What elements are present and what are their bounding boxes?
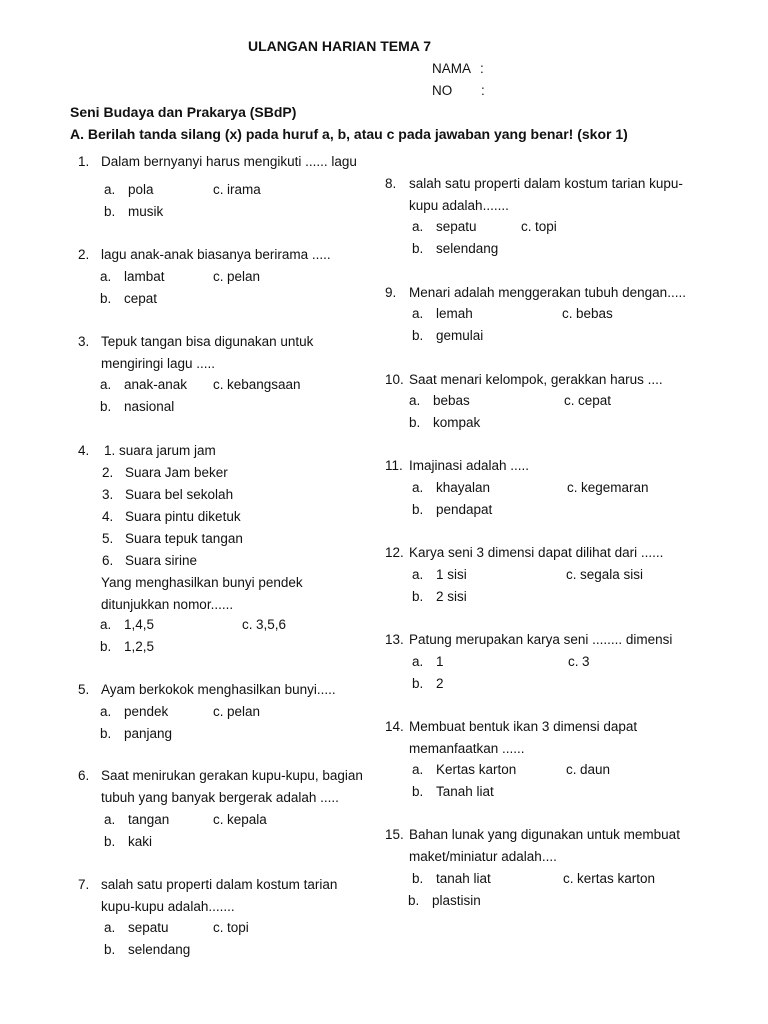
option-letter: a.	[104, 812, 116, 827]
subject-heading: Seni Budaya dan Prakarya (SBdP)	[70, 104, 297, 120]
option-text: topi	[535, 219, 557, 234]
question-number: 11.	[385, 458, 403, 473]
question-number: 5.	[78, 682, 90, 697]
page-title: ULANGAN HARIAN TEMA 7	[248, 38, 432, 54]
option-letter: c.	[213, 377, 224, 392]
option-text: musik	[128, 204, 164, 219]
option-text: panjang	[124, 726, 173, 741]
option-text: plastisin	[432, 893, 481, 908]
question-text: lagu anak-anak biasanya berirama .....	[101, 247, 331, 262]
option-letter: b.	[100, 291, 112, 306]
question-number: 3.	[78, 334, 90, 349]
option-letter: a.	[104, 182, 116, 197]
option-text: kepala	[227, 812, 267, 827]
option-text: kertas karton	[577, 871, 656, 886]
option-text: lemah	[436, 306, 473, 321]
question-number: 13.	[385, 632, 404, 647]
option-text: selendang	[128, 942, 191, 957]
option-letter: c.	[564, 393, 575, 408]
question-list-item-number: 6.	[102, 553, 114, 568]
option-text: bebas	[433, 393, 470, 408]
question-number: 4.	[78, 443, 90, 458]
option-text: topi	[227, 920, 249, 935]
option-letter: b.	[100, 639, 112, 654]
option-letter: b.	[412, 502, 424, 517]
option-text: cepat	[124, 291, 158, 306]
question-number: 14.	[385, 719, 404, 734]
question-text: Menari adalah menggerakan tubuh dengan.....	[409, 285, 686, 300]
option-text: nasional	[124, 399, 175, 414]
option-letter: a.	[412, 567, 424, 582]
question-text: memanfaatkan ......	[409, 741, 525, 756]
question-list-item: Suara tepuk tangan	[125, 531, 243, 546]
option-letter: a.	[412, 219, 424, 234]
question-text: maket/miniatur adalah....	[409, 849, 557, 864]
question-text: Saat menirukan gerakan kupu-kupu, bagian	[101, 768, 363, 783]
question-number: 7.	[78, 877, 90, 892]
option-text: kompak	[433, 415, 481, 430]
question-list-item-number: 2.	[102, 465, 114, 480]
option-letter: b.	[412, 676, 424, 691]
option-letter: c.	[567, 480, 578, 495]
question-text: Yang menghasilkan bunyi pendek	[101, 575, 303, 590]
question-number: 2.	[78, 247, 90, 262]
option-letter: c.	[213, 182, 224, 197]
option-letter: b.	[408, 893, 420, 908]
question-text: Imajinasi adalah .....	[409, 458, 530, 473]
question-list-item: Suara pintu diketuk	[125, 509, 241, 524]
option-letter: b.	[104, 942, 116, 957]
question-text: Membuat bentuk ikan 3 dimensi dapat	[409, 719, 638, 734]
option-letter: b.	[104, 204, 116, 219]
question-text: Dalam bernyanyi harus mengikuti ...... lagu	[101, 154, 357, 169]
option-text: kegemaran	[581, 480, 649, 495]
option-letter: c.	[213, 920, 224, 935]
question-number: 10.	[385, 372, 404, 387]
no-colon: :	[481, 83, 485, 98]
option-text: khayalan	[436, 480, 491, 495]
option-text: anak-anak	[124, 377, 188, 392]
option-text: kaki	[128, 834, 153, 849]
question-text: Tepuk tangan bisa digunakan untuk	[101, 334, 314, 349]
option-letter: c.	[563, 871, 574, 886]
question-number: 8.	[385, 176, 397, 191]
question-text: Ayam berkokok menghasilkan bunyi.....	[101, 682, 336, 697]
option-text: pendek	[124, 704, 169, 719]
option-letter: b.	[412, 784, 424, 799]
question-text: Saat menari kelompok, gerakkan harus ....	[409, 372, 663, 387]
option-letter: c.	[521, 219, 532, 234]
option-text: 1,2,5	[124, 639, 155, 654]
nama-colon: :	[480, 61, 484, 76]
option-letter: b.	[100, 399, 112, 414]
question-number: 15.	[385, 827, 404, 842]
question-list-item: Suara sirine	[125, 553, 198, 568]
option-letter: b.	[412, 328, 424, 343]
option-letter: b.	[409, 415, 421, 430]
no-label: NO	[432, 83, 453, 98]
question-text: Patung merupakan karya seni ........ dimensi	[409, 632, 673, 647]
option-text: lambat	[124, 269, 165, 284]
option-text: pelan	[227, 704, 261, 719]
option-letter: a.	[409, 393, 421, 408]
option-letter: a.	[100, 617, 112, 632]
option-letter: a.	[412, 654, 424, 669]
option-text: 3,5,6	[256, 617, 287, 632]
option-text: segala sisi	[580, 567, 644, 582]
option-text: kebangsaan	[227, 377, 301, 392]
option-text: bebas	[576, 306, 613, 321]
question-text: salah satu properti dalam kostum tarian	[101, 877, 338, 892]
option-text: 1	[436, 654, 444, 669]
question-text: kupu adalah.......	[409, 198, 509, 213]
option-letter: a.	[412, 480, 424, 495]
option-text: daun	[580, 762, 611, 777]
question-text: tubuh yang banyak bergerak adalah .....	[101, 790, 339, 805]
option-text: tangan	[128, 812, 170, 827]
option-text: 1 sisi	[436, 567, 467, 582]
option-text: 3	[582, 654, 590, 669]
option-text: irama	[227, 182, 261, 197]
option-letter: c.	[566, 567, 577, 582]
option-text: pola	[128, 182, 154, 197]
option-letter: b.	[412, 589, 424, 604]
option-letter: a.	[412, 306, 424, 321]
question-list-item-number: 3.	[102, 487, 114, 502]
option-letter: c.	[562, 306, 573, 321]
question-list-item-number: 5.	[102, 531, 114, 546]
option-letter: b.	[100, 726, 112, 741]
question-list-item-number: 4.	[102, 509, 114, 524]
option-letter: c.	[568, 654, 579, 669]
option-letter: c.	[213, 269, 224, 284]
option-text: sepatu	[128, 920, 169, 935]
option-text: Tanah liat	[436, 784, 494, 799]
option-letter: a.	[100, 269, 112, 284]
question-number: 12.	[385, 545, 404, 560]
question-list-item: Suara bel sekolah	[125, 487, 234, 502]
option-text: cepat	[578, 393, 612, 408]
option-text: 2 sisi	[436, 589, 467, 604]
option-letter: b.	[412, 871, 424, 886]
option-letter: c.	[213, 704, 224, 719]
option-text: selendang	[436, 241, 499, 256]
question-text: mengiringi lagu .....	[101, 356, 216, 371]
question-number: 6.	[78, 768, 90, 783]
option-text: pelan	[227, 269, 261, 284]
option-text: 1,4,5	[124, 617, 155, 632]
question-text: Karya seni 3 dimensi dapat dilihat dari ......	[409, 545, 664, 560]
option-letter: a.	[100, 377, 112, 392]
question-list-item: Suara Jam beker	[125, 465, 228, 480]
option-text: sepatu	[436, 219, 477, 234]
nama-label: NAMA	[432, 61, 472, 76]
option-text: pendapat	[436, 502, 493, 517]
option-letter: a.	[412, 762, 424, 777]
option-text: Kertas karton	[436, 762, 517, 777]
option-letter: c.	[242, 617, 253, 632]
question-number: 9.	[385, 285, 397, 300]
question-list-item: 1. suara jarum jam	[104, 443, 216, 458]
option-letter: c.	[213, 812, 224, 827]
option-letter: b.	[412, 241, 424, 256]
question-text: salah satu properti dalam kostum tarian kupu-	[409, 176, 683, 191]
option-letter: a.	[100, 704, 112, 719]
option-letter: c.	[566, 762, 577, 777]
option-text: tanah liat	[436, 871, 491, 886]
option-letter: b.	[104, 834, 116, 849]
instruction: A. Berilah tanda silang (x) pada huruf a, b, atau c pada jawaban yang benar! (skor 1)	[70, 126, 628, 142]
question-text: kupu-kupu adalah.......	[101, 899, 235, 914]
question-number: 1.	[78, 154, 90, 169]
option-text: 2	[436, 676, 444, 691]
option-text: gemulai	[436, 328, 484, 343]
question-text: ditunjukkan nomor......	[101, 597, 234, 612]
option-letter: a.	[104, 920, 116, 935]
question-text: Bahan lunak yang digunakan untuk membuat	[409, 827, 680, 842]
